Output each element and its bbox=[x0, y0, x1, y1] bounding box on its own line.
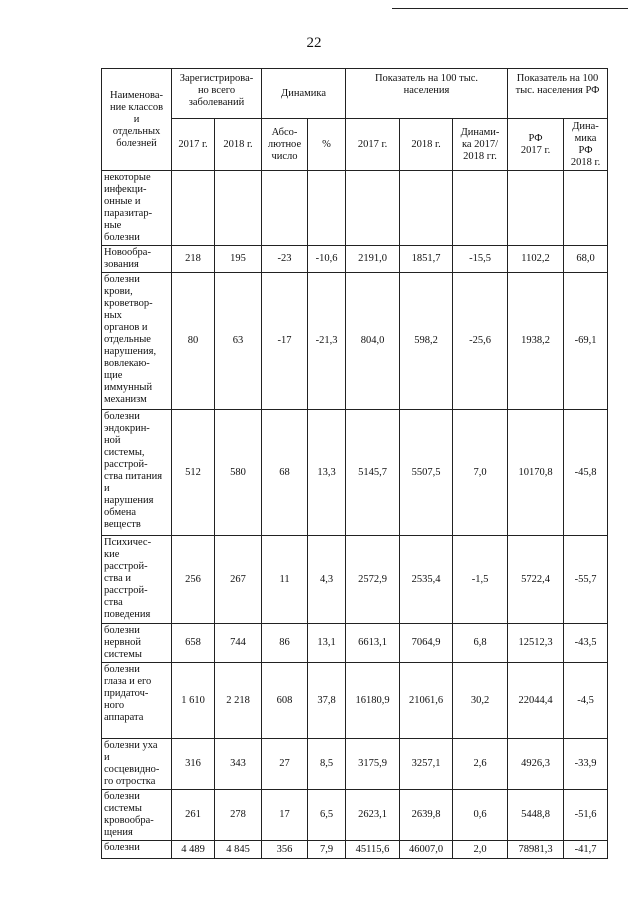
table-row bbox=[102, 739, 608, 790]
page-number: 22 bbox=[306, 35, 322, 51]
cell-abs: 11 bbox=[262, 536, 308, 624]
cell-p2017: 6613,1 bbox=[346, 624, 400, 663]
cell-2018: 580 bbox=[215, 410, 262, 536]
header-2018: 2018 г. bbox=[215, 119, 262, 171]
cell-p2018: 7064,9 bbox=[400, 624, 453, 663]
disease-statistics-table bbox=[101, 68, 608, 859]
cell-abs bbox=[262, 171, 308, 246]
cell-abs: 86 bbox=[262, 624, 308, 663]
cell-pct: 37,8 bbox=[308, 663, 346, 739]
cell-2018: 267 bbox=[215, 536, 262, 624]
header-2017: 2017 г. bbox=[172, 119, 215, 171]
cell-2017 bbox=[172, 171, 215, 246]
cell-rfdyn: -43,5 bbox=[564, 624, 608, 663]
cell-p2018 bbox=[400, 171, 453, 246]
row-name: болезни системы кровообра- щения bbox=[102, 790, 172, 841]
header-rfdyn: Дина- мика РФ 2018 г. bbox=[564, 119, 608, 171]
cell-pdyn: -15,5 bbox=[453, 246, 508, 273]
cell-rfdyn bbox=[564, 171, 608, 246]
cell-2018: 2 218 bbox=[215, 663, 262, 739]
cell-pct: 4,3 bbox=[308, 536, 346, 624]
cell-p2017: 5145,7 bbox=[346, 410, 400, 536]
cell-rfdyn: -55,7 bbox=[564, 536, 608, 624]
cell-pdyn bbox=[453, 171, 508, 246]
cell-2018 bbox=[215, 171, 262, 246]
cell-rfdyn: -4,5 bbox=[564, 663, 608, 739]
cell-rf2017: 1938,2 bbox=[508, 273, 564, 410]
cell-pdyn: 0,6 bbox=[453, 790, 508, 841]
cell-2017: 1 610 bbox=[172, 663, 215, 739]
cell-pct: -21,3 bbox=[308, 273, 346, 410]
cell-2017: 4 489 bbox=[172, 841, 215, 859]
cell-p2017: 2623,1 bbox=[346, 790, 400, 841]
row-name: болезни крови, кроветвор- ных органов и отдельные нарушения, вовлекаю- щие иммунный механизм bbox=[102, 273, 172, 410]
cell-p2017: 2572,9 bbox=[346, 536, 400, 624]
cell-abs: 17 bbox=[262, 790, 308, 841]
table-row bbox=[102, 273, 608, 410]
cell-pct: 6,5 bbox=[308, 790, 346, 841]
cell-2017: 658 bbox=[172, 624, 215, 663]
row-name: болезни эндокрин- ной системы, расстрой- ства питания и нарушения обмена веществ bbox=[102, 410, 172, 536]
header-name-col: Наименова- ние классов и отдельных болезней bbox=[102, 69, 172, 171]
row-name: Новообра- зования bbox=[102, 246, 172, 273]
cell-abs: 68 bbox=[262, 410, 308, 536]
cell-pdyn: 7,0 bbox=[453, 410, 508, 536]
cell-rfdyn: -45,8 bbox=[564, 410, 608, 536]
cell-rfdyn: 68,0 bbox=[564, 246, 608, 273]
header-abs: Абсо- лютное число bbox=[262, 119, 308, 171]
row-name: болезни bbox=[102, 841, 172, 859]
cell-p2018: 3257,1 bbox=[400, 739, 453, 790]
cell-rf2017: 22044,4 bbox=[508, 663, 564, 739]
header-p2017: 2017 г. bbox=[346, 119, 400, 171]
cell-2018: 744 bbox=[215, 624, 262, 663]
cell-pct: 8,5 bbox=[308, 739, 346, 790]
cell-rf2017: 1102,2 bbox=[508, 246, 564, 273]
cell-pdyn: 30,2 bbox=[453, 663, 508, 739]
table-row bbox=[102, 246, 608, 273]
table-row bbox=[102, 841, 608, 859]
cell-pdyn: 2,0 bbox=[453, 841, 508, 859]
row-name: Психичес- кие расстрой- ства и расстрой- ства поведения bbox=[102, 536, 172, 624]
table-row bbox=[102, 790, 608, 841]
cell-pct: -10,6 bbox=[308, 246, 346, 273]
cell-2017: 256 bbox=[172, 536, 215, 624]
cell-pdyn: 6,8 bbox=[453, 624, 508, 663]
table-row bbox=[102, 536, 608, 624]
cell-p2018: 598,2 bbox=[400, 273, 453, 410]
cell-p2018: 1851,7 bbox=[400, 246, 453, 273]
cell-rf2017 bbox=[508, 171, 564, 246]
cell-p2018: 21061,6 bbox=[400, 663, 453, 739]
header-registered: Зарегистрирова- но всего заболеваний bbox=[172, 69, 262, 119]
header-row-1 bbox=[102, 69, 608, 119]
cell-2018: 4 845 bbox=[215, 841, 262, 859]
cell-p2018: 46007,0 bbox=[400, 841, 453, 859]
cell-p2018: 2535,4 bbox=[400, 536, 453, 624]
cell-pdyn: -1,5 bbox=[453, 536, 508, 624]
header-dynamics: Динамика bbox=[262, 69, 346, 119]
row-name: некоторые инфекци- онные и паразитар- ные болезни bbox=[102, 171, 172, 246]
cell-2017: 218 bbox=[172, 246, 215, 273]
cell-pct bbox=[308, 171, 346, 246]
cell-p2017: 45115,6 bbox=[346, 841, 400, 859]
cell-p2017 bbox=[346, 171, 400, 246]
cell-pct: 13,1 bbox=[308, 624, 346, 663]
row-name: болезни глаза и его придаточ- ного аппарата bbox=[102, 663, 172, 739]
cell-p2018: 5507,5 bbox=[400, 410, 453, 536]
cell-rf2017: 5722,4 bbox=[508, 536, 564, 624]
cell-pct: 7,9 bbox=[308, 841, 346, 859]
cell-rf2017: 10170,8 bbox=[508, 410, 564, 536]
table-row bbox=[102, 171, 608, 246]
header-rf2017: РФ 2017 г. bbox=[508, 119, 564, 171]
cell-p2018: 2639,8 bbox=[400, 790, 453, 841]
cell-abs: -23 bbox=[262, 246, 308, 273]
cell-2018: 63 bbox=[215, 273, 262, 410]
cell-abs: 356 bbox=[262, 841, 308, 859]
cell-rf2017: 5448,8 bbox=[508, 790, 564, 841]
cell-rf2017: 4926,3 bbox=[508, 739, 564, 790]
header-row-2 bbox=[102, 119, 608, 171]
header-pct: % bbox=[308, 119, 346, 171]
header-rf-per100k: Показатель на 100 тыс. населения РФ bbox=[508, 69, 608, 119]
cell-rf2017: 12512,3 bbox=[508, 624, 564, 663]
cell-rfdyn: -33,9 bbox=[564, 739, 608, 790]
header-p2018: 2018 г. bbox=[400, 119, 453, 171]
table-row bbox=[102, 624, 608, 663]
header-per100k: Показатель на 100 тыс. населения bbox=[346, 69, 508, 119]
cell-2017: 80 bbox=[172, 273, 215, 410]
cell-pct: 13,3 bbox=[308, 410, 346, 536]
cell-2018: 343 bbox=[215, 739, 262, 790]
row-name: болезни нервной системы bbox=[102, 624, 172, 663]
cell-2018: 278 bbox=[215, 790, 262, 841]
row-name: болезни уха и сосцевидно- го отростка bbox=[102, 739, 172, 790]
cell-2017: 261 bbox=[172, 790, 215, 841]
cell-rfdyn: -51,6 bbox=[564, 790, 608, 841]
cell-p2017: 16180,9 bbox=[346, 663, 400, 739]
cell-2018: 195 bbox=[215, 246, 262, 273]
cell-rf2017: 78981,3 bbox=[508, 841, 564, 859]
table-row bbox=[102, 663, 608, 739]
cell-2017: 316 bbox=[172, 739, 215, 790]
cell-rfdyn: -41,7 bbox=[564, 841, 608, 859]
cell-p2017: 3175,9 bbox=[346, 739, 400, 790]
header-pdyn: Динами- ка 2017/ 2018 гг. bbox=[453, 119, 508, 171]
cell-abs: -17 bbox=[262, 273, 308, 410]
cell-2017: 512 bbox=[172, 410, 215, 536]
cell-rfdyn: -69,1 bbox=[564, 273, 608, 410]
cell-abs: 27 bbox=[262, 739, 308, 790]
top-rule bbox=[392, 8, 628, 9]
cell-pdyn: -25,6 bbox=[453, 273, 508, 410]
cell-p2017: 804,0 bbox=[346, 273, 400, 410]
cell-abs: 608 bbox=[262, 663, 308, 739]
table-row bbox=[102, 410, 608, 536]
cell-pdyn: 2,6 bbox=[453, 739, 508, 790]
cell-p2017: 2191,0 bbox=[346, 246, 400, 273]
